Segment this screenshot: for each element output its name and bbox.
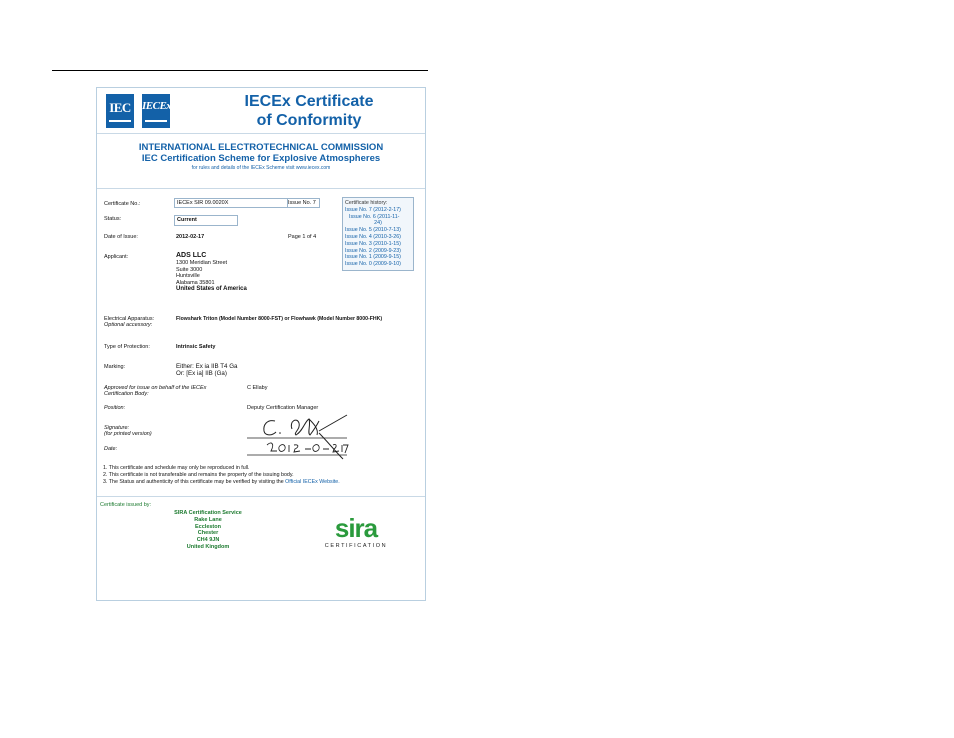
status-box [174,215,238,226]
issue-no-box [286,198,320,208]
iec-logo-bar [109,120,131,122]
issuer-line: United Kingdom [186,543,230,550]
position-value: Deputy Certification Manager [247,405,319,411]
applicant-address-1: 1300 Meridian Street [176,260,228,266]
history-item[interactable]: Issue No. 5 (2010-7-13) [345,227,401,234]
history-item[interactable]: Issue No. 0 (2009-9-10) [345,261,401,268]
iecex-website-link[interactable]: Official IECEx Website. [285,478,340,485]
sira-logo: sira [334,513,378,543]
title-line-2: of Conformity [256,112,362,129]
history-item-continued[interactable]: 24) [374,220,382,227]
top-rule [52,70,428,71]
sira-logo-subtitle: CERTIFICATION [324,543,388,549]
history-item[interactable]: Issue No. 1 (2009-9-15) [345,254,401,261]
issuer-line: SIRA Certification Service [174,510,242,516]
organization-block [97,142,425,172]
issuer-address [153,510,263,551]
iecex-logo-text: IECEx [142,100,172,112]
note-3 [103,479,340,486]
note-2: 2. This certificate is not transferable and remains the property of the issuing body. [103,471,294,478]
certificate-no-value: IECEx SIR 09.0020X [177,200,229,206]
approved-by-value: C Ellaby [247,385,268,391]
iecex-logo [142,94,170,128]
history-item[interactable]: Issue No. 2 (2009-9-23) [345,247,401,254]
apparatus-value: Flowshark Triton (Model Number 8000-FST) or Flowhawk (Model Number 8000-FHK) [176,316,383,322]
iec-logo-text: IEC [109,100,131,115]
history-item[interactable]: Issue No. 4 (2010-3-26) [345,233,401,240]
applicant-address-4: Alabama 35801 [176,279,215,286]
issuer-line: CH4 9JN [196,537,220,544]
protection-label: Type of Protection: [104,344,150,350]
approved-label-2: Certification Body: [104,391,149,397]
certificate-notes [103,465,340,485]
issuer-line: Rake Lane [194,516,222,523]
history-heading: Certificate history: [345,200,388,206]
signature-label: Signature: [104,425,130,431]
certificate-header [97,88,425,134]
title-line-1: IECEx Certificate [244,93,374,110]
accessory-label: Optional accessory: [104,322,153,328]
date-label: Date of Issue: [104,234,138,240]
applicant-country: United States of America [176,286,247,292]
marking-label: Marking: [104,364,126,370]
history-item[interactable]: Issue No. 3 (2010-1-15) [345,240,401,247]
scheme-name: IEC Certification Scheme for Explosive Atmospheres [141,153,381,164]
applicant-block [176,252,247,293]
issuer-line: Chester [197,530,219,537]
scheme-note: for rules and details of the IECEx Scheme visit www.iecex.com [191,165,331,171]
issuer-section [97,496,425,601]
applicant-address-2: Suite 3000 [176,266,203,273]
note-3-text: 3. The Status and authenticity of this certificate may be verified by visiting the [103,478,284,485]
history-item[interactable]: Issue No. 7 (2012-2-17) [345,206,401,213]
issuer-heading: Certificate issued by: [100,502,152,508]
certificate-history-box [342,197,414,271]
approved-label: Approved for issue on behalf of the IECEx [104,385,207,391]
status-label: Status: [104,216,122,222]
iec-logo [106,94,134,128]
signature-label-2: (for printed version) [104,431,152,437]
note-1: 1. This certificate and schedule may only be reproduced in full. [103,465,250,471]
certificate-no-box [174,198,288,208]
org-name: INTERNATIONAL ELECTROTECHNICAL COMMISSION [138,142,384,153]
page-number: Page 1 of 4 [288,234,317,240]
applicant-name: ADS LLC [176,252,207,259]
iecex-logo-bar [145,120,167,122]
history-item[interactable]: Issue No. 6 (2011-11- [349,213,400,220]
applicant-label: Applicant: [104,254,129,260]
status-value: Current [177,217,197,223]
issuer-line: Eccleston [195,523,221,530]
date-value: 2012-02-17 [176,234,205,240]
position-label: Position: [104,405,126,411]
header-divider [97,188,425,189]
marking-line-1: Either: Ex ia IIB T4 Ga [176,363,238,370]
signature-date-label: Date: [104,446,118,452]
marking-line-2: Or: [Ex ia] IIB (Ga) [176,370,227,377]
certificate-document [96,87,426,601]
certificate-no-label: Certificate No.: [104,201,141,207]
apparatus-label: Electrical Apparatus: [104,316,155,322]
handwritten-signature [247,411,357,465]
issue-no-value: Issue No. 7 [288,200,316,206]
applicant-address-3: Huntsville [176,273,200,279]
protection-value: Intrinsic Safety [176,344,216,350]
certificate-title [209,92,409,130]
